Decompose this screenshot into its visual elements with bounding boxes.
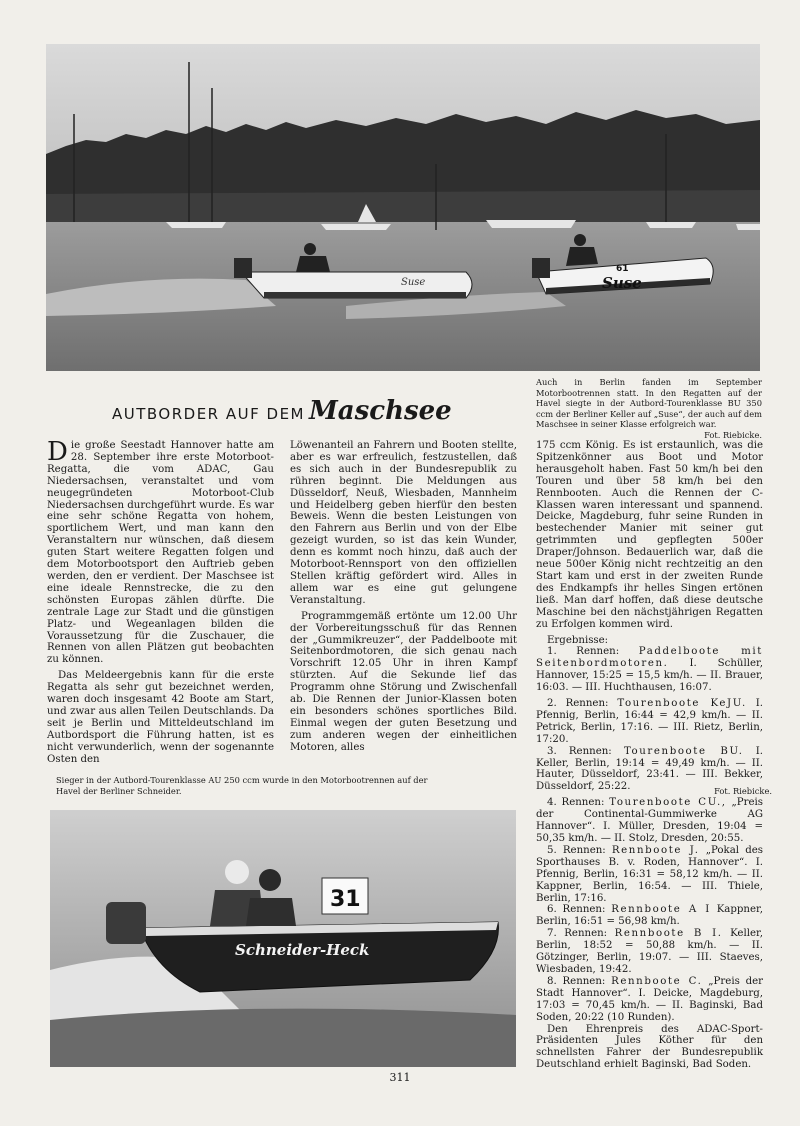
caption-text: Auch in Berlin fanden im September Motorbootrennen statt. In den Regatten auf der Havel siegte in der Autbord-Tourenklasse BU 350 ccm der Berliner Keller auf „Suse“, der auch auf dem Maschsee in seiner Klasse erfolgreich war.	[536, 377, 762, 430]
paragraph	[47, 437, 274, 666]
photo-berlin-havel-race	[46, 44, 760, 371]
drop-cap: D	[47, 437, 68, 467]
photo-credit: Fot. Riebicke.	[704, 429, 762, 440]
result-race-3: 3. Rennen: Tourenboote BU. I. Keller, Berlin, 19:14 = 49,49 km/h. — II. Hauter, Düsseldorf, 23:41. — III. Bekker, Düsseldorf, 25:22.	[536, 745, 764, 793]
paragraph: Löwenanteil an Fahrern und Booten stellte, aber es war erfreulich, festzustellen, daß es sich auch in der Bundesrepublik zu rühren beginnt. Die Meldungen aus Düsseldorf, Neuß, Wiesbaden, Mannheim und Heidelberg geben hierfür den besten Beweis. Wenn die besten Leistungen von den Fahrern aus Berlin und von der Elbe gezeigt wurden, so ist das kein Wunder, denn es kommt noch hinzu, daß auch der Motorboot-Rennsport von den offiziellen Stellen kräftig gefördert wird. Alles in allem war es eine gut gelungene Veranstaltung.	[290, 440, 517, 606]
paragraph-text: ie große Seestadt Hannover hatte am 28. September ihre erste Motorboot-Regatta, die vom ADAC, Gau Niedersachsen, veranstaltet und vom neugegründeten Motorboot-Club Niedersachsen durchgeführt wurde. Es war eine sehr schöne Regatta von hohem, sportlichem Wert, und man kann den Veranstaltern nur wünschen, daß diesem guten Start weitere Regatten folgen und dem Motorbootsport den Auftrieb geben werden, den er verdient. Der Maschsee ist eine ideale Rennstrecke, die zu den schönsten Europas zählen dürfte. Die zentrale Lage zur Stadt und die günstigen Platz- und Wegeanlagen bilden die Voraussetzung für die Zuschauer, die Rennen von allen Plätzen gut beobachten zu können.	[47, 440, 274, 666]
photo-caption-top	[536, 377, 762, 441]
caption-line: Havel der Berliner Schneider. Fot. Riebicke.	[56, 785, 772, 796]
paragraph: Programmgemäß ertönte um 12.00 Uhr der Vorbereitungsschuß für das Rennen der „Gummikreuzer“, der Paddelboote mit Seitenbordmotoren, die sich genau nach Vorschrift 12.05 Uhr in ihren Kampf stürzten. Auf die Sekunde lief das Programm ohne Störung und Zwischenfall ab. Die Rennen der Junior-Klassen boten ein besonders schönes sportliches Bild. Einmal wegen der guten Besetzung und zum anderen wegen der einheitlichen Motoren, alles	[290, 610, 517, 753]
paragraph: Das Meldeergebnis kann für die erste Regatta als sehr gut bezeichnet werden, waren doch insgesamt 42 Boote am Start, und zwar aus allen Teilen Deutschlands. Da seit je Berlin und Mitteldeutschland im Autbordsport die Führung hatten, ist es nicht verwunderlich, wenn der sogenannte Osten den	[47, 670, 274, 765]
page-number: 311	[389, 1071, 411, 1084]
article-column-3	[536, 440, 763, 1071]
boat-number: 61	[616, 264, 629, 274]
photo-caption-bottom	[56, 775, 772, 796]
closing-paragraph: Den Ehrenpreis des ADAC-Sport-Präsidenten Jules Köther für den schnellsten Fahrer der Bundesrepublik Deutschland erhielt Baginski, Bad Soden.	[536, 1023, 763, 1071]
result-race-4: 4. Rennen: Tourenboote CU., „Preis der Continental-Gummiwerke AG Hannover“. I. Müller, Dresden, 19:04 = 50,35 km/h. — II. Stolz, Dresden, 20:55.	[536, 797, 763, 844]
headline-caps: AUTBORDER AUF DEM	[112, 405, 305, 423]
article-column-2	[290, 440, 517, 754]
result-race-5: 5. Rennen: Rennboote J. „Pokal des Sporthauses B. v. Roden, Hannover“. I. Pfennig, Berlin, 16:31 = 58,12 km/h. — II. Kappner, Berlin, 16:54. — III. Thiele, Berlin, 17:16.	[536, 844, 763, 904]
paragraph: 175 ccm König. Es ist erstaunlich, was die Spitzenkönner aus Boot und Motor herausgeholt haben. Fast 50 km/h bei den Touren und über 58 km/h bei den Rennbooten. Auch die Rennen der C-Klassen waren interessant und spannend. Deicke, Magdeburg, fuhr seine Runden in bestechender Manier mit seiner gut getrimmten und gepflegten 500er Draper/Johnson. Bedauerlich war, daß die neue 500er König nicht rechtzeitig an den Start kam und erst in der zweiten Runde des Endkampfs ihr helles Singen ertönen ließ. Man darf hoffen, daß diese deutsche Maschine bei den nächstjährigen Regatten zu Erfolgen kommen wird.	[536, 440, 763, 630]
boat-name-small: Suse	[401, 277, 426, 288]
result-race-6: 6. Rennen: Rennboote A I Kappner, Berlin, 16:51 = 56,98 km/h.	[536, 904, 763, 928]
boat-name: Suse	[602, 274, 642, 292]
caption-line: Sieger in der Autbord-Tourenklasse AU 250 ccm wurde in den Motorbootrennen auf der	[56, 775, 428, 785]
result-race-8: 8. Rennen: Rennboote C. „Preis der Stadt Hannover“. I. Deicke, Magdeburg, 17:03 = 70,45 km/h. — II. Baginski, Bad Soden, 20:22 (10 Runden).	[536, 975, 763, 1023]
boat-number: 31	[330, 887, 361, 912]
boat-name: Schneider-Heck	[235, 941, 370, 959]
result-race-2: 2. Rennen: Tourenboote KeJU. I. Pfennig, Berlin, 16:44 = 42,9 km/h. — II. Petrick, Berlin, 17:16. — III. Rietz, Berlin, 17:20.	[536, 698, 763, 745]
result-race-1: 1. Rennen: Paddelboote mit Seitenbordmotoren. I. Schüller, Hannover, 15:25 = 15,5 km/h. — II. Brauer, 16:03. — III. Huchthausen, 16:07.	[536, 646, 763, 694]
photo-credit: Fot. Riebicke.	[714, 785, 772, 796]
results-intro: Ergebnisse:	[547, 634, 609, 646]
headline-script: Maschsee	[308, 396, 452, 426]
article-headline	[112, 396, 532, 426]
result-race-7: 7. Rennen: Rennboote B I. Keller, Berlin, 18:52 = 50,88 km/h. — II. Götzinger, Berlin, 19:07. — III. Staeves, Wiesbaden, 19:42.	[536, 928, 763, 975]
photo-schneider-boat	[50, 810, 516, 1067]
article-column-1	[47, 437, 274, 765]
